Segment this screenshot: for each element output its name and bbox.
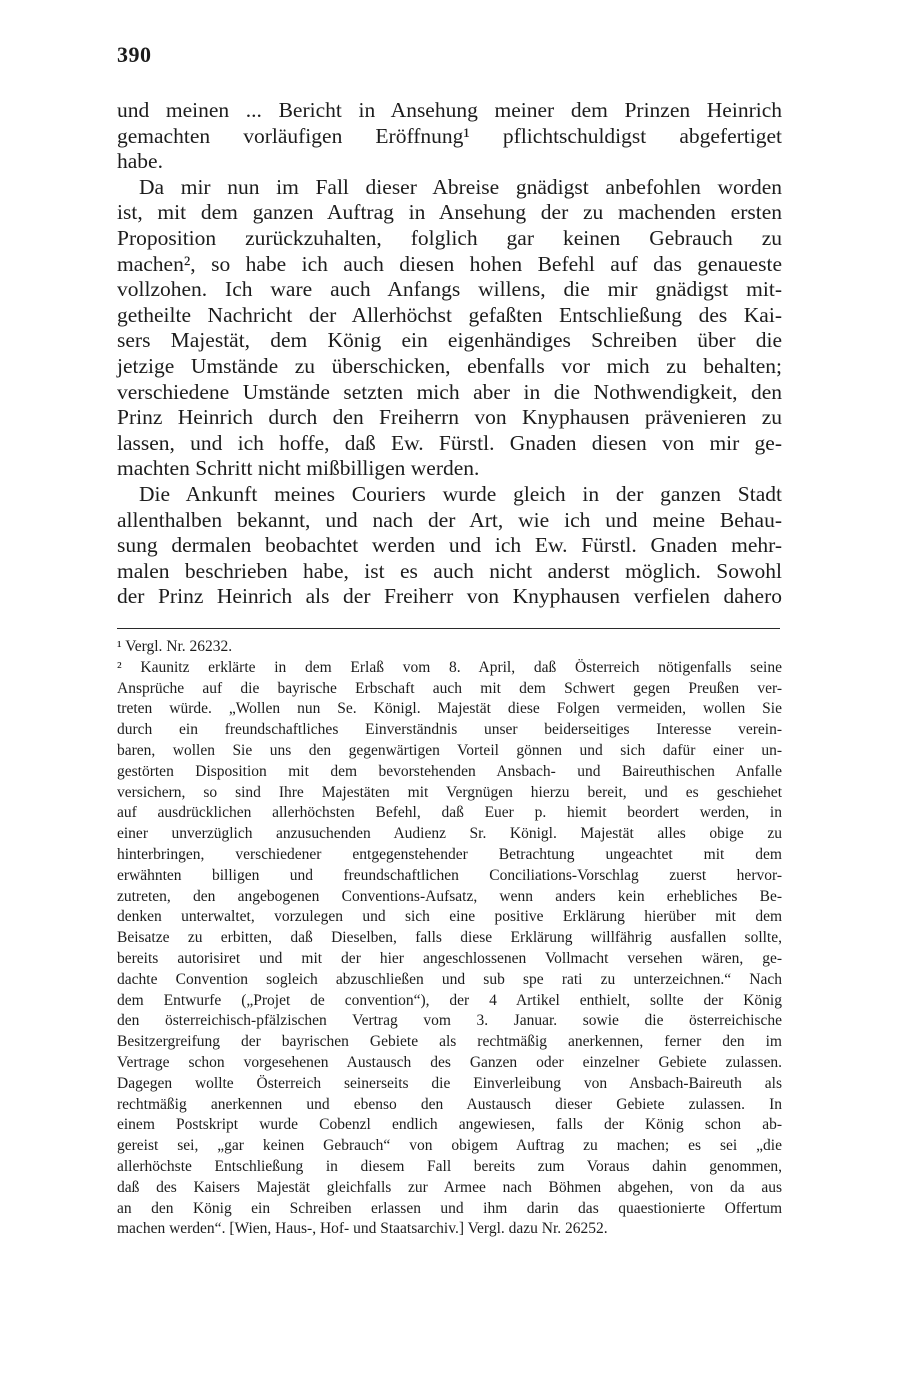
text-line: Die Ankunft meines Couriers wurde gleich in der ganzen Stadt bbox=[139, 481, 782, 506]
footnote-divider bbox=[117, 628, 780, 629]
text-line: lassen, und ich hoffe, daß Ew. Fürstl. Gnaden diesen von mir ge- bbox=[117, 430, 782, 455]
footnote-2-line: dachte Convention sogleich abzuschließen und sub spe rati zu unterzeichnen.“ Nach bbox=[117, 970, 782, 988]
footnote-2-line: machen werden“. [Wien, Haus-, Hof- und Staatsarchiv.] Vergl. dazu Nr. 26252. bbox=[117, 1220, 608, 1238]
text-line: jetzige Umstände zu überschicken, ebenfalls vor mich zu behalten; bbox=[117, 353, 782, 378]
footnote-2-line: Dagegen wollte Österreich seinerseits die Einverleibung von Ansbach-Baireuth als bbox=[117, 1074, 782, 1092]
text-line: und meinen ... Bericht in Ansehung meiner dem Prinzen Heinrich bbox=[117, 98, 782, 122]
footnote-2-line: hinterbringen, verschiedener entgegenstehender Betrachtung ungeachtet mit dem bbox=[117, 845, 782, 863]
text-line: Prinz Heinrich durch den Freiherrn von Knyphausen prävenieren zu bbox=[117, 405, 782, 430]
footnote-2-line: Besitzergreifung der bayrischen Gebiete als rechtmäßig anerkennen, ferner den im bbox=[117, 1033, 782, 1051]
footnote-2-line: Vertrage schon vorgesehenen Austausch des Ganzen oder einzelner Gebiete zulassen. bbox=[117, 1053, 782, 1071]
footnote-2-line: denken unterwaltet, vorzulegen und sich eine positive Erklärung hierüber mit dem bbox=[117, 908, 782, 926]
footnote-2-line: ² Kaunitz erklärte in dem Erlaß vom 8. April, daß Österreich nötigenfalls seine bbox=[117, 658, 782, 676]
text-line: gemachten vorläufigen Eröffnung¹ pflichtschuldigst abgefertiget bbox=[117, 123, 782, 148]
footnote-2-line: Ansprüche auf die bayrische Erbschaft auch mit dem Schwert gegen Preußen ver- bbox=[117, 679, 782, 697]
text-line: getheilte Nachricht der Allerhöchst gefaßten Entschließung des Kai- bbox=[117, 302, 782, 327]
footnote-2-line: auf ausdrücklichen allerhöchsten Befehl, daß Euer p. hiemit beordert werden, in bbox=[117, 804, 782, 822]
footnote-2-line: daß des Kaisers Majestät gleichfalls zur Armee nach Böhmen abgehen, von da aus bbox=[117, 1178, 782, 1196]
text-line: habe. bbox=[117, 149, 163, 174]
text-line: sung dermalen beobachtet werden und ich Ew. Fürstl. Gnaden mehr- bbox=[117, 533, 782, 558]
footnote-1: ¹ Vergl. Nr. 26232. bbox=[117, 638, 233, 655]
text-line: machen², so habe ich auch diesen hohen Befehl auf das genaueste bbox=[117, 251, 782, 276]
text-line: Proposition zurückzuhalten, folglich gar keinen Gebrauch zu bbox=[117, 225, 782, 250]
footnote-2-line: Beisatze zu erbitten, daß Dieselben, falls diese Erklärung willfährig ausfallen sollte, bbox=[117, 929, 782, 947]
footnote-2-line: einem Postskript wurde Cobenzl endlich angewiesen, falls der König schon ab- bbox=[117, 1116, 782, 1134]
footnote-2-line: einer unverzüglich anzusuchenden Audienz Sr. Königl. Majestät alles obige zu bbox=[117, 825, 782, 843]
text-line: ist, mit dem ganzen Auftrag in Ansehung der zu machenden ersten bbox=[117, 200, 782, 225]
footnote-2-line: allerhöchste Entschließung in diesem Fall bereits zum Voraus dahin genommen, bbox=[117, 1157, 782, 1175]
footnotes bbox=[117, 637, 782, 1240]
page-number: 390 bbox=[117, 42, 152, 67]
footnote-2-line: den österreichisch-pfälzischen Vertrag vom 3. Januar. sowie die österreichische bbox=[117, 1012, 782, 1030]
text-line: verschiedene Umstände setzten mich aber in die Nothwendigkeit, den bbox=[117, 379, 782, 404]
text-line: sers Majestät, dem König ein eigenhändiges Schreiben über die bbox=[117, 328, 782, 353]
footnote-2-line: rechtmäßig anerkennen und ebenso den Austausch dieser Gebiete zulassen. In bbox=[117, 1095, 782, 1113]
footnote-2-line: dem Entwurfe („Projet de convention“), der 4 Artikel enthielt, sollte der König bbox=[117, 991, 782, 1009]
footnote-2-line: gestörten Disposition mit dem bevorstehenden Ansbach- und Baireuthischen Anfalle bbox=[117, 762, 782, 780]
text-line: der Prinz Heinrich als der Freiherr von Knyphausen verfielen dahero bbox=[117, 584, 782, 609]
footnote-2-line: gereist sei, „gar keinen Gebrauch“ von obigem Auftrag zu machen; es sei „die bbox=[117, 1137, 782, 1155]
text-line: machten Schritt nicht mißbilligen werden. bbox=[117, 456, 480, 481]
footnote-2-line: zutreten, den angebogenen Conventions-Aufsatz, wenn anders kein erhebliches Be- bbox=[117, 887, 782, 905]
text-line: malen beschrieben habe, ist es auch nicht anderst möglich. Sowohl bbox=[117, 558, 782, 583]
main-text bbox=[117, 98, 782, 610]
footnote-2-line: an den König ein Schreiben erlassen und ihm darin das quaestionierte Offertum bbox=[117, 1199, 782, 1217]
text-line: Da mir nun im Fall dieser Abreise gnädigst anbefohlen worden bbox=[139, 174, 782, 199]
text-line: vollzohen. Ich ware auch Anfangs willens, die mir gnädigst mit- bbox=[117, 277, 782, 302]
text-line: allenthalben bekannt, und nach der Art, wie ich und meine Behau- bbox=[117, 507, 782, 532]
footnote-2-line: versichern, so sind Ihre Majestäten mit Vergnügen hierzu bereit, und es geschiehet bbox=[117, 783, 782, 801]
footnote-2-line: erwähnten billigen und freundschaftlichen Conciliations-Vorschlag zuerst hervor- bbox=[117, 866, 782, 884]
footnote-2-line: treten würde. „Wollen nun Se. Königl. Majestät diese Folgen vermeiden, wollen Sie bbox=[117, 700, 782, 718]
footnote-2-line: durch ein freundschaftliches Einverständnis unser beiderseitiges Interesse verein- bbox=[117, 721, 782, 739]
footnote-2-line: baren, wollen Sie uns den gegenwärtigen Vorteil gönnen und sich dafür einer un- bbox=[117, 741, 782, 759]
footnote-2-line: bereits autorisiret und mit der hier angeschlossenen Vollmacht versehen wären, ge- bbox=[117, 949, 782, 967]
